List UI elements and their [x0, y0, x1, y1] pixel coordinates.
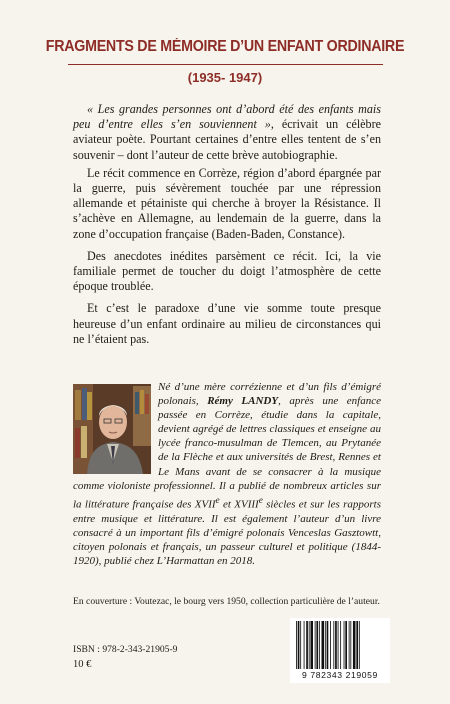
barcode-bar [309, 621, 310, 669]
barcode-bar [335, 621, 337, 669]
bio-text-part3: et XVIII [219, 498, 259, 511]
barcode-bar [306, 621, 308, 669]
barcode-bar [356, 621, 358, 669]
barcode-bar [330, 621, 331, 669]
barcode-bar [349, 621, 350, 669]
barcode-bar [304, 621, 305, 669]
barcode-bar [338, 621, 339, 669]
epigraph-attribution: , écrivait un célèbre aviateur poète. Pourtant certaines d’entre elles tentent de s’en souvenir – dont l’auteur de cette brève autobiographie. [73, 117, 381, 162]
title-rule [68, 64, 383, 65]
book-years: (1935- 1947) [187, 70, 263, 85]
barcode-bar [333, 621, 334, 669]
bio-text-part2: , après une enfance passée en Corrèze, étudie dans la capitale, devient agrégé de lettres classiques et enseigne au lycée franco-musulman de Tlemcen, au Prytanée de la Flèche et aux universités de Brest, Rennes et Le Mans avant de se consacrer à la musique comme violoniste professionnel. Il a publié de nombreux articles sur la littérature française des XVII [73, 395, 381, 511]
barcode-digits: 9 782343 219059 [290, 670, 390, 680]
barcode-bar [350, 621, 351, 669]
barcode-bar [315, 621, 316, 669]
blurb-paragraph-3: Des anecdotes inédites parsèment ce récit. Ici, la vie familiale permet de toucher du doigt l’atmosphère de cette époque troublée. [73, 248, 381, 294]
barcode-bar [300, 621, 301, 669]
blurb-paragraph-2: Le récit commence en Corrèze, région d’abord épargnée par la guerre, puis sévèrement touchée par une répression allemande et pétainiste qui cherche à broyer la Résistance. Il s’achève en Allemagne, au lendemain de la guerre, dans la zone d’occupation française (Baden-Baden, Constance). [73, 165, 381, 241]
epigraph-quote: « Les grandes personnes ont d’abord été des enfants mais peu d’entre elles s’en souviennent » [73, 102, 381, 132]
bio-text-part1: Né d’une mère corrézienne et d’un fils d’émigré polonais, [158, 381, 381, 408]
barcode-bar [344, 621, 345, 669]
barcode-bar [353, 621, 356, 669]
barcode-bar [296, 621, 297, 669]
barcode-bar [298, 621, 300, 669]
barcode-bar [310, 621, 313, 669]
price: 10 € [73, 659, 92, 670]
barcode-bars-icon [290, 618, 390, 670]
barcode-bar [327, 621, 329, 669]
barcode-bar [325, 621, 326, 669]
barcode-bar [322, 621, 325, 669]
superscript-e: e [215, 494, 220, 505]
author-name: Rémy LANDY [207, 395, 279, 408]
photo-spacer [73, 380, 158, 478]
barcode-bar [359, 621, 360, 669]
bio-text-part4: siècles et sur les rapports entre musique et littérature. Il est également l’auteur d’un livre consacré à un important fils d’émigré polonais Venceslas Gasztowtt, citoyen polonais et français, un passeur culturel et politique (1844-1920), publié chez L’Harmattan en 2018. [73, 498, 381, 567]
barcode-bar [345, 621, 347, 669]
barcode-bar [340, 621, 341, 669]
author-bio [73, 380, 381, 568]
book-title: FRAGMENTS DE MÉMOIRE D’UN ENFANT ORDINAIRE [45, 38, 405, 55]
back-cover-blurb [73, 102, 381, 354]
isbn: ISBN : 978-2-343-21905-9 [73, 644, 178, 655]
barcode-bar [316, 621, 318, 669]
blurb-paragraph-4: Et c’est le paradoxe d’une vie somme toute presque heureuse d’un enfant ordinaire au milieu de circonstances qui ne l’étaient pas. [73, 301, 381, 346]
blurb-paragraph-1 [73, 102, 381, 163]
barcode-bar [319, 621, 320, 669]
cover-credit: En couverture : Voutezac, le bourg vers 1950, collection particulière de l’auteur. [73, 596, 380, 607]
superscript-e: e [258, 494, 263, 505]
